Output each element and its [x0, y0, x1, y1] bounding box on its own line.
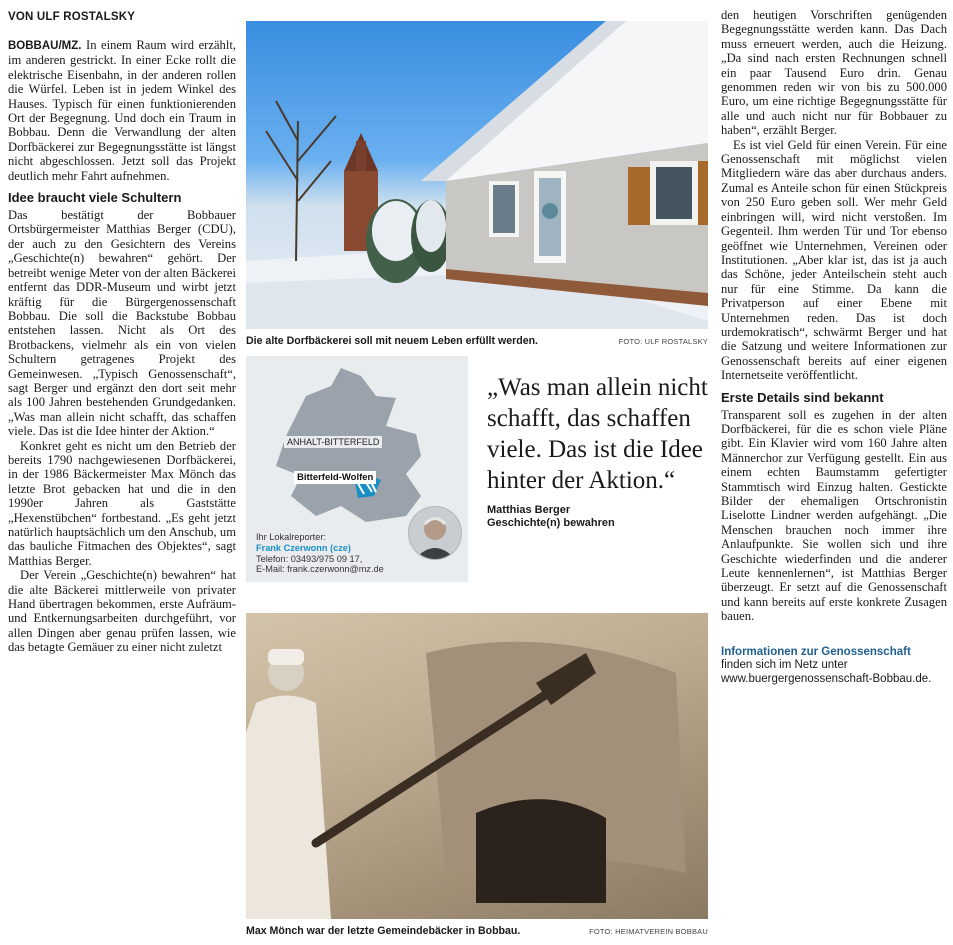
pull-quote [487, 372, 709, 530]
byline: VON ULF ROSTALSKY [8, 11, 136, 23]
local-reporter-infobox [246, 356, 468, 582]
reporter-name: Frank Czerwonn (cze) [256, 542, 351, 553]
pull-quote-organization: Geschichte(n) bewahren [487, 517, 615, 529]
photo-top-caption [246, 335, 708, 347]
photo-baker-max-moench [246, 613, 708, 919]
subheading-details: Erste Details sind bekannt [721, 389, 884, 405]
photo-top-caption-text: Die alte Dorfbäckerei soll mit neuem Leben erfüllt werden. [246, 335, 538, 347]
paragraph: Transparent soll es zugehen in der alten Dorfbäckerei, für die es schon viele Pläne gibt. Ein Klavier wird vom 160 Jahre alten Männerchor zur Verfügung gestellt. Ein aus einem echten Baumstamm gefertigter Stammtisch wird Einzug halten. Gestickte Bilder der ehemaligen Ortschronistin Liselotte Lindner werden aufgehängt. „Die Menschen brauchen noch immer ihre Anlaufpunkte. Sie wollen sich und ihre Geschichte wiederfinden und die anderer Leute kennenlernen“, ist Matthias Berger überzeugt. Er setzt auf die Genossenschaft und kann bereits auf erste konkrete Zusagen bauen. [721, 407, 947, 624]
reporter-avatar [408, 506, 462, 560]
paragraph: Es ist viel Geld für einen Verein. Für eine Genossenschaft mit möglichst vielen Mitgliedern wäre das aber durchaus anders. Zumal es Anteile schon für einen Stückpreis von 250 Euro geben soll. Wer mehr Geld einbringen will, wird nicht verstoßen. Im Gegenteil. Ihm werden Tür und Tor ebenso geöffnet wie Unternehmen, Vereinen oder Institutionen. „Aber klar ist, das ist ja auch das Schöne, jeder Anteilschein steht auch nur für eine Stimme. Da kann die Privatperson auf einer Ebene mit Unternehmen reden. Das ist doch urdemokratisch“, schwärmt Berger und hat die Satzung und weitere Informationen zur Genossenschaft bereits auf einer eigenen Internetseite veröffentlicht. [721, 137, 947, 383]
paragraph: Das bestätigt der Bobbauer Ortsbürgermeister Matthias Berger (CDU), der auch zu den Gesichtern des Vereins „Geschichte(n) bewahren“ gehört. Der betreibt wenige Meter von der alten Bäckerei entfernt das DDR-Museum und wirbt jetzt kräftig für die Bürgergenossenschaft Bobbau. Die soll die Backstube Bobbau entstehen lassen. Nicht als Ort des Brotbackens, vielmehr als ein von vielen Schultern getragenes Projekt des Gemeinwesen. „Typisch Genossenschaft“, sagt Berger und ergänzt den dort seit mehr als 100 Jahren bestehenden Grundgedanken. „Was man allein nicht schafft, das schaffen viele. Das ist die Idee hinter der Aktion.“ [8, 208, 236, 439]
paragraph: Konkret geht es nicht um den Betrieb der bereits 1790 nachgewiesenen Dorfbäckerei, in der 1986 Bäckermeister Max Mönch das letzte Brot gebacken hat und die in den 1990er Jahren als Gaststätte „Hexenstübchen“ fortbestand. „Es geht jetzt natürlich hauptsächlich um den Anschub, um das bauliche Fitmachen des Objektes“, sagt Matthias Berger. [8, 438, 236, 568]
paragraph: den heutigen Vorschriften genügenden Begegnungsstätte werden kann. Das Dach muss erneuert werden, auch die Heizung. „Da sind nach ersten Rechnungen schnell ein paar Tausend Euro drin. Genau genommen reden wir von bis zu 500.000 Euro, um eine richtige Begegnungsstätte für alle und auch nicht nur für Bobbauer zu haben“, erzählt Berger. [721, 8, 947, 138]
intro-text: In einem Raum wird erzählt, im anderen gestrickt. In einer Ecke rollt die elektrische Eisenbahn, in der anderen rollen die Würfel. Leben ist in jedem Winkel des Hauses. Typisch für einen funktionierenden Ort der Begegnung. Und doch ein Traum in Bobbau. Denn die Verwandlung der alten Dorfbäckerei zur Begegnungsstätte ist längst nicht abgeschlossen. Jetzt soll das Projekt deutlich mehr Fahrt aufnehmen. [8, 38, 236, 183]
subheading-idee: Idee braucht viele Schultern [8, 190, 182, 206]
photo-bottom-caption-text: Max Mönch war der letzte Gemeindebäcker in Bobbau. [246, 925, 521, 937]
map-town-label: Bitterfeld-Wolfen [294, 471, 376, 484]
paragraph: Der Verein „Geschichte(n) bewahren“ hat die alte Bäckerei mittlerweile von privater Hand übertragen bekommen, erste Aufräum- und Entkernungsarbeiten durchgeführt, vor allen Dingen aber genau prüfen lassen, wie das betagte Gemäuer zu einer nicht zuletzt [8, 568, 236, 655]
photo-old-bakery [246, 21, 708, 329]
photo-bottom-credit: FOTO: HEIMATVEREIN BOBBAU [589, 927, 708, 936]
reporter-phone: Telefon: 03493/975 09 17, [256, 553, 363, 564]
reporter-label: Ihr Lokalreporter: [256, 532, 326, 542]
intro-paragraph [8, 38, 236, 183]
photo-bottom-caption [246, 925, 708, 937]
photo-baker-illustration [246, 613, 708, 919]
cooperative-info [721, 646, 947, 687]
pull-quote-author: Matthias Berger [487, 504, 571, 516]
photo-top-credit: FOTO: ULF ROSTALSKY [618, 337, 708, 346]
dateline: BOBBAU/MZ. [8, 40, 82, 52]
map-region-label: ANHALT-BITTERFELD [284, 436, 382, 448]
pull-quote-text: „Was man allein nicht schafft, das schaffen viele. Das ist die Idee hinter der Aktion.“ [487, 374, 708, 494]
reporter-avatar-icon [409, 507, 461, 559]
article-column-left [8, 0, 236, 655]
reporter-contact [256, 532, 384, 575]
cooperative-info-link[interactable]: finden sich im Netz unter www.buergergenossenschaft-Bobbau.de. [721, 659, 932, 685]
reporter-email[interactable]: E-Mail: frank.czerwonn@mz.de [256, 564, 384, 575]
article-column-right [721, 8, 947, 686]
cooperative-info-title: Informationen zur Genossenschaft [721, 645, 911, 658]
photo-old-bakery-illustration [246, 21, 708, 329]
